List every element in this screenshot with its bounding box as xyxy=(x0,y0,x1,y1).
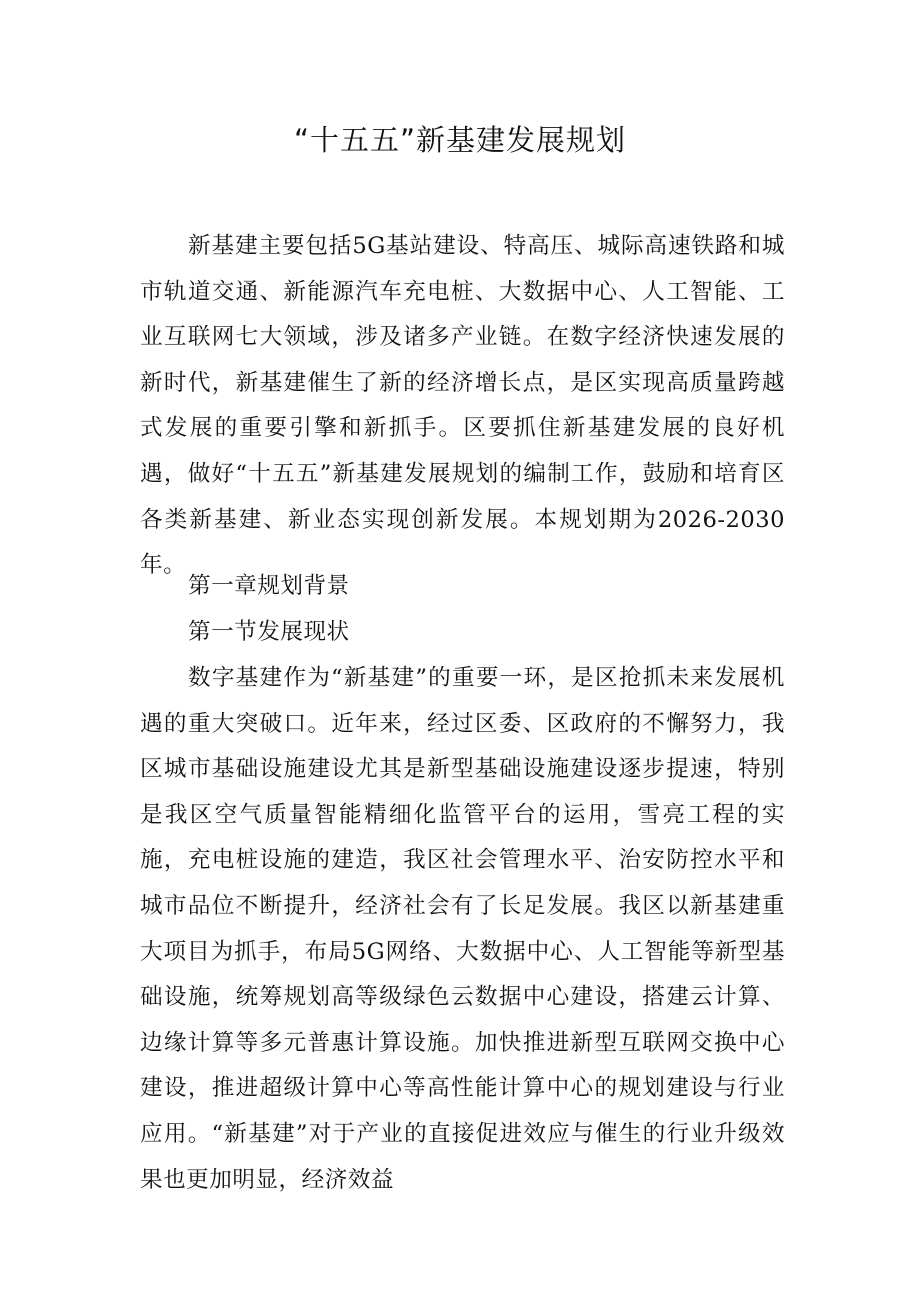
intro-paragraph: 新基建主要包括5G基站建设、特高压、城际高速铁路和城市轨道交通、新能源汽车充电桩、大数据中心、人工智能、工业互联网七大领域，涉及诸多产业链。在数字经济快速发展的新时代，新基建催生了新的经济增长点，是区实现高质量跨越式发展的重要引擎和新抓手。区要抓住新基建发展的良好机遇，做好“十五五”新基建发展规划的编制工作，鼓励和培育区各类新基建、新业态实现创新发展。本规划期为2026-2030年。 xyxy=(140,233,785,579)
section-heading: 第一节发展现状 xyxy=(188,619,350,645)
body-paragraph: 数字基建作为“新基建”的重要一环，是区抢抓未来发展机遇的重大突破口。近年来，经过区委、区政府的不懈努力，我区城市基础设施建设尤其是新型基础设施建设逐步提速，特别是我区空气质量智能精细化监管平台的运用，雪亮工程的实施，充电桩设施的建造，我区社会管理水平、治安防控水平和城市品位不断提升，经济社会有了长足发展。我区以新基建重大项目为抓手，布局5G网络、大数据中心、人工智能等新型基础设施，统筹规划高等级绿色云数据中心建设，搭建云计算、边缘计算等多元普惠计算设施。加快推进新型互联网交换中心建设，推进超级计算中心等高性能计算中心的规划建设与行业应用。“新基建”对于产业的直接促进效应与催生的行业升级效果也更加明显，经济效益 xyxy=(140,665,785,1193)
document-title: “十五五”新基建发展规划 xyxy=(293,123,627,157)
chapter-heading: 第一章规划背景 xyxy=(188,573,350,599)
